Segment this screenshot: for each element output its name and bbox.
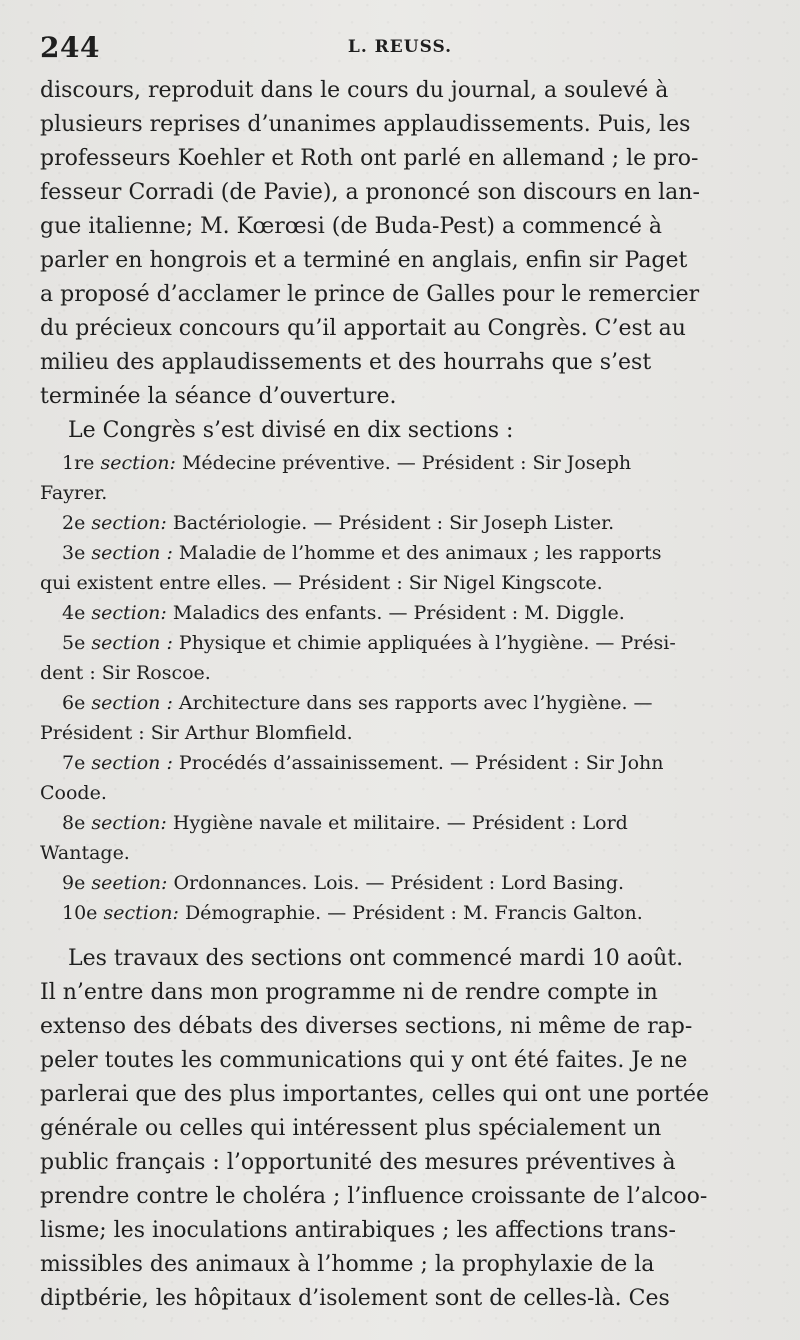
section-1-line-1 [40,448,760,478]
section-label: section : [91,692,173,714]
section-10-line-1 [40,898,760,928]
paragraph-3-line: extenso des débats des diverses sections, ni même de rap- [40,1014,693,1039]
paragraph-3-line: parlerai que des plus importantes, celles qui ont une portée [40,1082,709,1107]
section-number: 2e [62,512,86,534]
section-5-line-2: dent : Sir Roscoe. [40,662,211,684]
section-label: section: [91,602,167,624]
section-3-line-2: qui existent entre elles. — Président : Sir Nigel Kingscote. [40,572,603,594]
paragraph-1-line: parler en hongrois et a terminé en anglais, enfin sir Paget [40,248,688,273]
page-text [40,74,760,1316]
section-label: section : [91,752,173,774]
section-4-line-1 [40,598,760,628]
paragraph-3-line: diptbérie, les hôpitaux d’isolement sont de celles-là. Ces [40,1286,670,1311]
section-label: section : [91,542,173,564]
sections-list [40,448,760,928]
section-text: Ordonnances. Lois. — Président : Lord Basing. [173,872,625,894]
paragraph-3-line: public français : l’opportunité des mesures préventives à [40,1150,676,1175]
section-9-line-1 [40,868,760,898]
section-number: 9e [62,872,86,894]
section-number: 3e [62,542,86,564]
section-text: Bactériologie. — Président : Sir Joseph Lister. [172,512,615,534]
section-6-line-1 [40,688,760,718]
section-8-line-1 [40,808,760,838]
running-head: L. REUSS. [347,37,453,57]
paragraph-3-line: lisme; les inoculations antirabiques ; les affections trans- [40,1218,676,1243]
paragraph-2: Le Congrès s’est divisé en dix sections : [68,418,514,443]
section-7-line-2: Coode. [40,782,107,804]
paragraph-1-line: milieu des applaudissements et des hourrahs que s’est [40,350,652,375]
section-label: section: [91,812,167,834]
section-3-line-1 [40,538,760,568]
paragraph-3-line: peler toutes les communications qui y ont été faites. Je ne [40,1048,688,1073]
section-text: Procédés d’assainissement. — Président : Sir John [178,752,664,774]
paragraph-gap [40,928,760,942]
section-number: 5e [62,632,86,654]
section-label: section: [100,452,176,474]
paragraph-1-line: terminée la séance d’ouverture. [40,384,397,409]
section-6-line-2: Président : Sir Arthur Blomfield. [40,722,353,744]
section-1-line-2: Fayrer. [40,482,108,504]
paragraph-3-line: prendre contre le choléra ; l’influence croissante de l’alcoo- [40,1184,708,1209]
paragraph-3-line: missibles des animaux à l’homme ; la prophylaxie de la [40,1252,655,1277]
section-label: section: [103,902,179,924]
paragraph-1-line: a proposé d’acclamer le prince de Galles pour le remercier [40,282,700,307]
section-text: Architecture dans ses rapports avec l’hygiène. — [178,692,653,714]
section-number: 7e [62,752,86,774]
section-text: Hygiène navale et militaire. — Président : Lord [172,812,628,834]
paragraph-1-line: fesseur Corradi (de Pavie), a prononcé son discours en lan- [40,180,700,205]
paragraph-1-line: professeurs Koehler et Roth ont parlé en allemand ; le pro- [40,146,699,171]
paragraph-1-line: du précieux concours qu’il apportait au Congrès. C’est au [40,316,686,341]
section-text: Maladie de l’homme et des animaux ; les rapports [178,542,662,564]
section-label: section: [91,512,167,534]
paragraph-3-line: Il n’entre dans mon programme ni de rendre compte in [40,980,658,1005]
page-number: 244 [40,31,100,64]
section-8-line-2: Wantage. [40,842,130,864]
section-2-line-1 [40,508,760,538]
section-text: Physique et chimie appliquées à l’hygiène. — Prési- [178,632,676,654]
paragraph-1-line: plusieurs reprises d’unanimes applaudissements. Puis, les [40,112,691,137]
paragraph-1-line: gue italienne; M. Kœrœsi (de Buda-Pest) a commencé à [40,214,663,239]
section-7-line-1 [40,748,760,778]
section-text: Maladics des enfants. — Président : M. Diggle. [172,602,625,624]
section-text: Médecine préventive. — Président : Sir Joseph [181,452,632,474]
section-label: seetion: [91,872,168,894]
section-number: 6e [62,692,86,714]
section-text: Démographie. — Président : M. Francis Galton. [184,902,643,924]
paragraph-3-line: Les travaux des sections ont commencé mardi 10 août. [68,946,684,971]
section-number: 1re [62,452,95,474]
section-label: section : [91,632,173,654]
paragraph-1-line: discours, reproduit dans le cours du journal, a soulevé à [40,78,669,103]
paragraph-3-line: générale ou celles qui intéressent plus spécialement un [40,1116,662,1141]
section-5-line-1 [40,628,760,658]
page-header [40,28,760,64]
section-number: 8e [62,812,86,834]
section-number: 10e [62,902,98,924]
section-number: 4e [62,602,86,624]
